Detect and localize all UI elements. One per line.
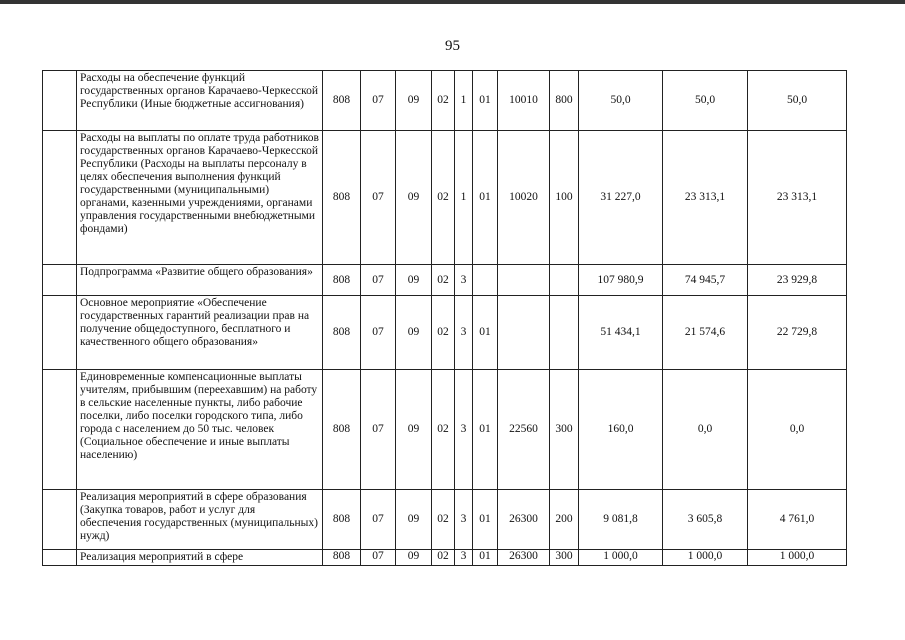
table-cell-code: 300	[550, 550, 579, 566]
table-cell-code: 02	[432, 265, 455, 296]
table-cell-code: 09	[396, 131, 432, 265]
table-cell-code: 02	[432, 71, 455, 131]
table-cell-code: 02	[432, 490, 455, 550]
table-cell-value: 22 729,8	[748, 296, 847, 370]
table-cell-code: 07	[361, 296, 396, 370]
table-cell-code: 300	[550, 370, 579, 490]
table-cell-code: 09	[396, 370, 432, 490]
table-cell-code: 3	[455, 490, 473, 550]
table-cell-code: 26300	[498, 550, 550, 566]
table-cell-value: 0,0	[748, 370, 847, 490]
table-cell-code: 01	[473, 131, 498, 265]
table-row	[43, 296, 847, 370]
table-cell-code: 01	[473, 296, 498, 370]
table-cell-code: 808	[323, 131, 361, 265]
table-cell-name: Основное мероприятие «Обеспечение государственных гарантий реализации прав на получение общедоступного, бесплатного и качественного общего образования»	[77, 296, 323, 370]
table-cell-code	[498, 265, 550, 296]
table-cell-value: 160,0	[579, 370, 663, 490]
page-number: 95	[445, 38, 460, 54]
table-cell-code: 01	[473, 71, 498, 131]
table-cell-code: 07	[361, 370, 396, 490]
table-cell-code	[550, 265, 579, 296]
table-cell-name: Единовременные компенсационные выплаты учителям, прибывшим (переехавшим) на работу в сельские населенные пункты, либо рабочие поселки, либо поселки городского типа, либо города с населением до 50 тыс. человек (Социальное обеспечение и иные выплаты населению)	[77, 370, 323, 490]
table-cell-code	[473, 265, 498, 296]
table-cell-value: 50,0	[748, 71, 847, 131]
table-cell-name: Расходы на обеспечение функций государственных органов Карачаево-Черкесской Республики (Иные бюджетные ассигнования)	[77, 71, 323, 131]
table-cell-code: 808	[323, 490, 361, 550]
table-cell-empty	[43, 490, 77, 550]
table-cell-code: 01	[473, 550, 498, 566]
table-cell-empty	[43, 71, 77, 131]
table-cell-code: 07	[361, 550, 396, 566]
table-cell-code: 1	[455, 71, 473, 131]
table-cell-code: 808	[323, 296, 361, 370]
table-cell-code: 10010	[498, 71, 550, 131]
table-cell-value: 74 945,7	[663, 265, 748, 296]
table-cell-code: 09	[396, 265, 432, 296]
table-cell-value: 1 000,0	[663, 550, 748, 566]
table-row	[43, 490, 847, 550]
table-cell-code: 808	[323, 265, 361, 296]
table-cell-value: 9 081,8	[579, 490, 663, 550]
table-cell-name: Подпрограмма «Развитие общего образования»	[77, 265, 323, 296]
table-row	[43, 370, 847, 490]
budget-table	[42, 70, 847, 566]
table-cell-code: 09	[396, 550, 432, 566]
table-cell-name: Реализация мероприятий в сфере	[77, 550, 323, 566]
table-cell-empty	[43, 131, 77, 265]
table-cell-code: 200	[550, 490, 579, 550]
table-cell-code: 10020	[498, 131, 550, 265]
table-cell-value: 50,0	[579, 71, 663, 131]
table-cell-code: 3	[455, 370, 473, 490]
table-cell-value: 31 227,0	[579, 131, 663, 265]
table-cell-value: 50,0	[663, 71, 748, 131]
table-cell-empty	[43, 370, 77, 490]
table-cell-code: 3	[455, 265, 473, 296]
table-cell-empty	[43, 265, 77, 296]
table-cell-value: 1 000,0	[748, 550, 847, 566]
table-cell-value: 4 761,0	[748, 490, 847, 550]
table-cell-empty	[43, 550, 77, 566]
table-cell-code: 100	[550, 131, 579, 265]
table-cell-name: Реализация мероприятий в сфере образования (Закупка товаров, работ и услуг для обеспечения государственных (муниципальных) нужд)	[77, 490, 323, 550]
table-cell-code: 808	[323, 550, 361, 566]
table-cell-value: 3 605,8	[663, 490, 748, 550]
table-cell-code: 02	[432, 131, 455, 265]
table-cell-code: 09	[396, 296, 432, 370]
table-row	[43, 131, 847, 265]
table-cell-code: 26300	[498, 490, 550, 550]
table-cell-code: 07	[361, 265, 396, 296]
scan-top-edge	[0, 0, 905, 4]
table-cell-code: 09	[396, 71, 432, 131]
table-cell-code	[498, 296, 550, 370]
table-row	[43, 265, 847, 296]
table-cell-code: 808	[323, 370, 361, 490]
table-cell-code: 02	[432, 296, 455, 370]
table-cell-code: 1	[455, 131, 473, 265]
table-cell-code: 808	[323, 71, 361, 131]
table-cell-code: 22560	[498, 370, 550, 490]
table-cell-code: 07	[361, 71, 396, 131]
table-cell-code: 09	[396, 490, 432, 550]
table-row	[43, 71, 847, 131]
table-cell-value: 51 434,1	[579, 296, 663, 370]
table-cell-value: 23 929,8	[748, 265, 847, 296]
table-cell-code: 3	[455, 550, 473, 566]
table-cell-code: 02	[432, 370, 455, 490]
table-cell-value: 1 000,0	[579, 550, 663, 566]
table-cell-value: 21 574,6	[663, 296, 748, 370]
table-cell-value: 107 980,9	[579, 265, 663, 296]
table-row	[43, 550, 847, 566]
table-cell-code: 07	[361, 131, 396, 265]
table-cell-code: 07	[361, 490, 396, 550]
table-cell-code: 800	[550, 71, 579, 131]
table-cell-code: 01	[473, 490, 498, 550]
table-cell-value: 23 313,1	[663, 131, 748, 265]
table-cell-code	[550, 296, 579, 370]
table-cell-name: Расходы на выплаты по оплате труда работников государственных органов Карачаево-Черкесской Республики (Расходы на выплаты персоналу в целях обеспечения выполнения функций государственными (муниципальными) органами, казенными учреждениями, органами управления государственными внебюджетными фондами)	[77, 131, 323, 265]
table-cell-code: 01	[473, 370, 498, 490]
table-cell-code: 3	[455, 296, 473, 370]
table-cell-code: 02	[432, 550, 455, 566]
table-cell-value: 23 313,1	[748, 131, 847, 265]
table-cell-empty	[43, 296, 77, 370]
table-cell-value: 0,0	[663, 370, 748, 490]
